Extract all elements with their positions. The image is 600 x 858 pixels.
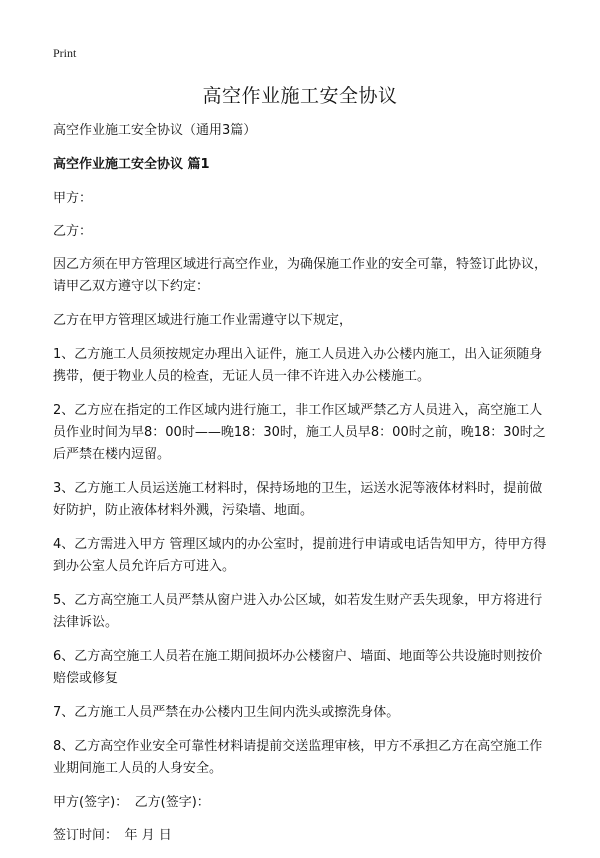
clause-4: 4、乙方需进入甲方 管理区域内的办公室时，提前进行申请或电话告知甲方，待甲方得到办公室人员允许后方可进入。 (53, 537, 547, 574)
clause-8: 8、乙方高空作业安全可靠性材料请提前交送监理审核，甲方不承担乙方在高空施工作业期间施工人员的人身安全。 (53, 739, 543, 776)
clause-2: 2、乙方应在指定的工作区域内进行施工，非工作区域严禁乙方人员进入，高空施工人员作业时间为早8：00时——晚18：30时，施工人员早8：00时之前，晚18：30时之后严禁在楼内逗留。 (53, 403, 546, 462)
rules-intro-paragraph: 乙方在甲方管理区域进行施工作业需遵守以下规定， (53, 313, 353, 328)
clause-1: 1、乙方施工人员须按规定办理出入证件，施工人员进入办公楼内施工，出入证须随身携带，便于物业人员的检查，无证人员一律不许进入办公楼施工。 (53, 347, 543, 384)
clause-3: 3、乙方施工人员运送施工材料时，保持场地的卫生，运送水泥等液体材料时，提前做好防护，防止液体材料外溅，污染墙、地面。 (53, 481, 543, 518)
clause-7: 7、乙方施工人员严禁在办公楼内卫生间内洗头或擦洗身体。 (53, 705, 400, 720)
section-heading: 高空作业施工安全协议 篇1 (53, 157, 210, 172)
print-link[interactable]: Print (53, 46, 77, 60)
signature-line: 甲方(签字)： 乙方(签字)： (53, 795, 210, 810)
document-subtitle: 高空作业施工安全协议（通用3篇） (53, 123, 257, 138)
sign-date-line: 签订时间： 年 月 日 (53, 828, 172, 843)
clause-6: 6、乙方高空施工人员若在施工期间损坏办公楼窗户、墙面、地面等公共设施时则按价赔偿或修复 (53, 649, 543, 686)
document-body (53, 120, 553, 858)
party-a-label: 甲方： (53, 191, 93, 206)
page-title: 高空作业施工安全协议 (202, 85, 398, 107)
intro-paragraph: 因乙方须在甲方管理区域进行高空作业，为确保施工作业的安全可靠，特签订此协议，请甲乙双方遵守以下约定： (53, 257, 548, 294)
clause-5: 5、乙方高空施工人员严禁从窗户进入办公区域，如若发生财产丢失现象，甲方将进行法律诉讼。 (53, 593, 543, 630)
party-b-label: 乙方： (53, 224, 93, 239)
